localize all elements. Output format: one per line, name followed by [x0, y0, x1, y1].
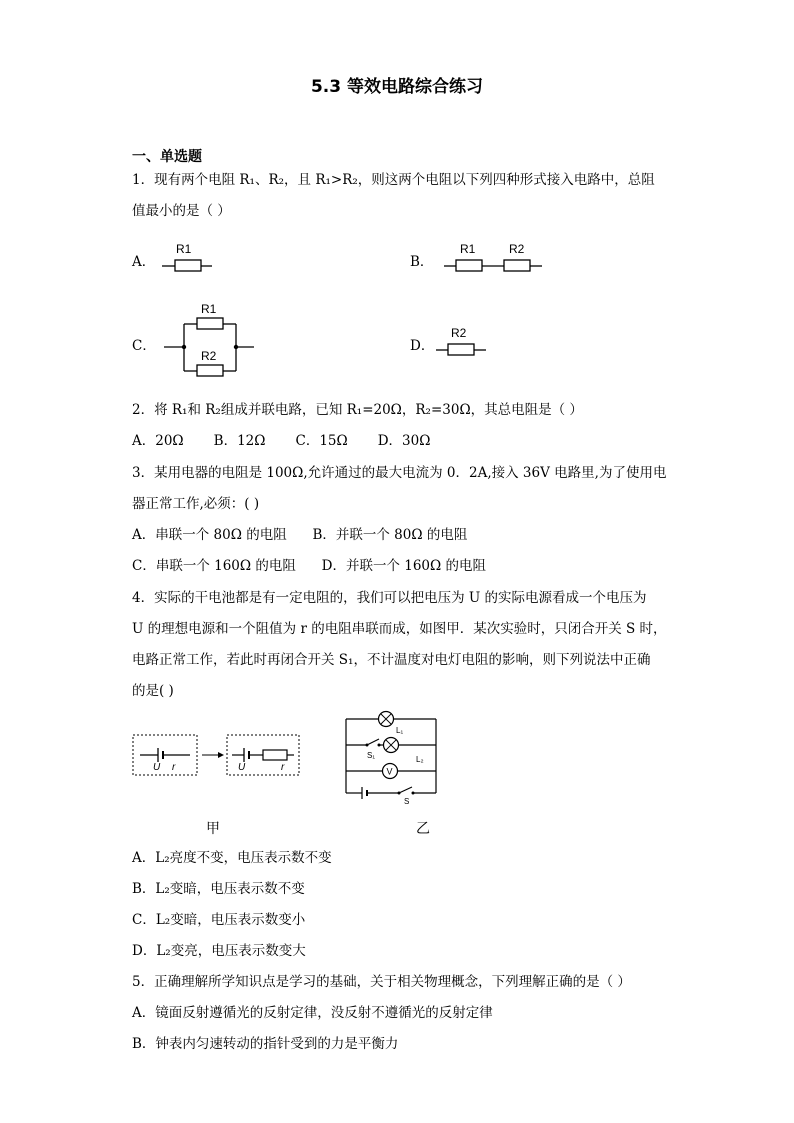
q4-option-d: D．L₂变亮，电压表示数变大 — [132, 943, 306, 959]
q5-option-a: A．镜面反射遵循光的反射定律，没反射不遵循光的反射定律 — [132, 1005, 493, 1021]
resistor-symbol — [448, 344, 474, 355]
q1-option-d-circuit — [432, 322, 492, 362]
resistor-symbol — [504, 260, 530, 271]
resistor-label: R2 — [451, 326, 467, 340]
switch-s-icon — [398, 787, 415, 795]
q5-option-b: B．钟表内匀速转动的指针受到的力是平衡力 — [132, 1036, 399, 1052]
voltage-label: U — [153, 762, 161, 773]
arrow-icon — [218, 752, 224, 758]
q2-stem: 2．将 R₁和 R₂组成并联电路，已知 R₁=20Ω，R₂=30Ω，其总电阻是（ ） — [132, 402, 583, 418]
q1-option-d-label: D． — [410, 338, 435, 354]
section-heading: 一、单选题 — [132, 149, 202, 165]
lamp-l2-icon — [384, 738, 399, 753]
resistor-label: R1 — [201, 302, 217, 316]
figure-caption-yi: 乙 — [416, 821, 430, 837]
q4-figure-yi — [338, 705, 448, 807]
q2-options: A．20Ω B．12Ω C．15Ω D．30Ω — [132, 433, 431, 449]
figure-caption-jia: 甲 — [206, 821, 220, 837]
battery-icon — [362, 787, 367, 799]
q1-option-c-label: C． — [132, 338, 156, 354]
q4-option-a: A．L₂亮度不变，电压表示数不变 — [132, 850, 332, 866]
switch-s-label: S — [404, 797, 410, 806]
voltage-label: U — [238, 762, 246, 773]
q4-option-b: B．L₂变暗，电压表示数不变 — [132, 881, 305, 897]
q1-option-a-label: A． — [132, 254, 156, 270]
q1-option-a-circuit — [158, 238, 218, 278]
resistance-label: r — [281, 762, 285, 773]
q5-stem: 5．正确理解所学知识点是学习的基础，关于相关物理概念，下列理解正确的是（ ） — [132, 974, 631, 990]
voltmeter-icon — [383, 764, 398, 779]
voltmeter-label: V — [386, 766, 393, 777]
page-title: 5.3 等效电路综合练习 — [310, 77, 484, 97]
resistor-symbol — [197, 365, 223, 376]
resistor-symbol — [197, 318, 223, 329]
resistor-label: R2 — [201, 349, 217, 363]
resistor-label: R1 — [176, 242, 192, 256]
internal-resistor — [263, 750, 287, 760]
resistor-symbol — [175, 260, 201, 271]
q1-stem-line2: 值最小的是（ ） — [132, 203, 231, 219]
q4-stem-line1: 4．实际的干电池都是有一定电阻的，我们可以把电压为 U 的实际电源看成一个电压为 — [132, 590, 647, 606]
lamp-l1-label: L₁ — [396, 726, 404, 735]
lamp-l1-icon — [379, 712, 394, 727]
resistor-label: R1 — [460, 242, 476, 256]
q3-stem-line2: 器正常工作,必须：( ) — [132, 496, 260, 512]
q3-stem-line1: 3．某用电器的电阻是 100Ω,允许通过的最大电流为 0．2A,接入 36V 电路里,为了使用电 — [132, 465, 667, 481]
q4-stem-line4: 的是( ) — [132, 683, 174, 699]
switch-s1-label: S₁ — [367, 751, 376, 760]
q4-figure-jia — [132, 730, 312, 780]
q1-stem-line1: 1．现有两个电阻 R₁、R₂，且 R₁>R₂，则这两个电阻以下列四种形式接入电路中，总阻 — [132, 172, 655, 188]
resistance-label: r — [172, 762, 176, 773]
q3-options-ab: A．串联一个 80Ω 的电阻 B．并联一个 80Ω 的电阻 — [132, 527, 468, 543]
q1-option-b-circuit — [440, 238, 550, 278]
resistor-symbol — [456, 260, 482, 271]
q3-options-cd: C．串联一个 160Ω 的电阻 D．并联一个 160Ω 的电阻 — [132, 558, 486, 574]
lamp-l2-label: L₂ — [416, 755, 424, 764]
q4-stem-line2: U 的理想电源和一个阻值为 r 的电阻串联而成，如图甲．某次实验时，只闭合开关 S 时， — [132, 621, 667, 637]
q1-option-b-label: B． — [410, 254, 434, 270]
q4-option-c: C．L₂变暗，电压表示数变小 — [132, 912, 306, 928]
switch-s1-icon — [366, 739, 381, 747]
resistor-label: R2 — [509, 242, 525, 256]
q1-option-c-circuit — [158, 298, 258, 384]
q4-stem-line3: 电路正常工作，若此时再闭合开关 S₁，不计温度对电灯电阻的影响，则下列说法中正确 — [132, 652, 651, 668]
